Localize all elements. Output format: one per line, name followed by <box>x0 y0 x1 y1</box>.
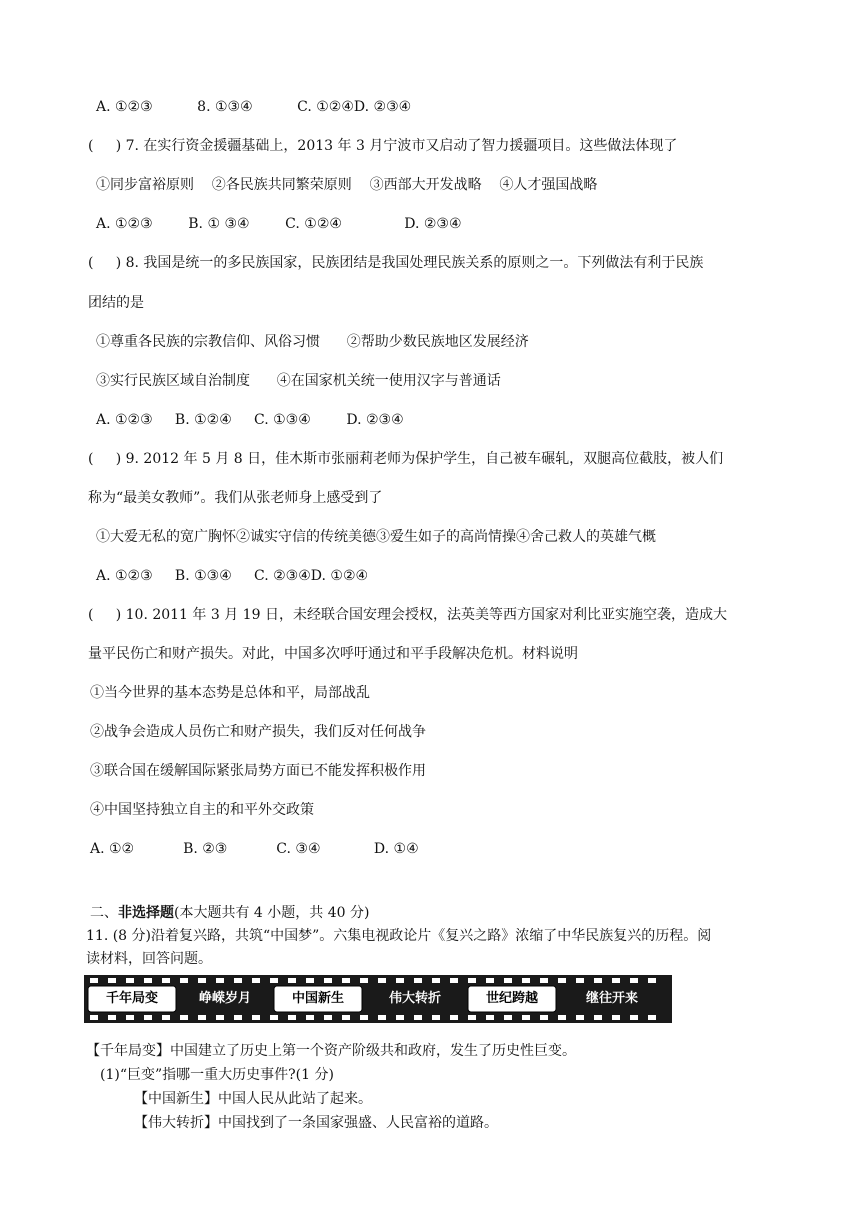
film-frame-label: 世纪跨越 <box>485 991 538 1006</box>
section-2-heading: 二、非选择题(本大题共有 4 小题，共 40 分) <box>90 905 370 921</box>
q9-statements: ①大爱无私的宽广胸怀②诚实守信的传统美德③爱生如子的高尚情操④舍己救人的英雄气概 <box>96 529 656 545</box>
options-q9: A. ①②③ B. ①③④ C. ②③④D. ①②④ <box>96 568 369 584</box>
question-7: ( ) 7. 在实行资金援疆基础上，2013 年 3 月宁波市又启动了智力援疆项目。这些做法体现了 <box>88 138 678 154</box>
q8-statements-2: ③实行民族区域自治制度 ④在国家机关统一使用汉字与普通话 <box>96 373 501 389</box>
question-8: ( ) 8. 我国是统一的多民族国家，民族团结是我国处理民族关系的原则之一。下列做法有利于民族 <box>88 255 704 271</box>
question-10-cont: 量平民伤亡和财产损失。对此，中国多次呼吁通过和平手段解决危机。材料说明 <box>88 646 578 662</box>
film-frame-label: 伟大转折 <box>388 991 441 1006</box>
question-10: ( ) 10. 2011 年 3 月 19 日，未经联合国安理会授权，法英美等西方国家对利比亚实施空袭，造成大 <box>88 607 727 623</box>
film-frame-label: 峥嵘岁月 <box>198 991 251 1006</box>
q7-statements: ①同步富裕原则 ②各民族共同繁荣原则 ③西部大开发战略 ④人才强国战略 <box>96 177 598 193</box>
material-qiannian: 【千年局变】中国建立了历史上第一个资产阶级共和政府，发生了历史性巨变。 <box>86 1043 576 1059</box>
material-zhongguo-xinsheng: 【中国新生】中国人民从此站了起来。 <box>134 1091 372 1107</box>
options-q10: A. ①② B. ②③ C. ③④ D. ①④ <box>90 841 419 857</box>
options-q8: A. ①②③ B. ①②④ C. ①③④ D. ②③④ <box>96 412 404 428</box>
question-9-cont: 称为“最美女教师”。我们从张老师身上感受到了 <box>88 490 383 506</box>
q10-statement-3: ③联合国在缓解国际紧张局势方面已不能发挥积极作用 <box>90 763 426 779</box>
options-q7: A. ①②③ B. ① ③④ C. ①②④ D. ②③④ <box>96 216 462 232</box>
options-q6: A. ①②③ 8. ①③④ C. ①②④D. ②③④ <box>96 99 412 115</box>
q8-statements-1: ①尊重各民族的宗教信仰、风俗习惯 ②帮助少数民族地区发展经济 <box>96 334 529 350</box>
q10-statement-2: ②战争会造成人员伤亡和财产损失，我们反对任何战争 <box>90 724 426 740</box>
film-frame-label: 千年局变 <box>105 991 158 1006</box>
film-strip-image <box>84 975 672 1023</box>
question-11: 11. (8 分)沿着复兴路，共筑“中国梦”。六集电视政论片《复兴之路》浓缩了中华民族复兴的历程。阅 <box>86 928 712 944</box>
q10-statement-4: ④中国坚持独立自主的和平外交政策 <box>90 802 314 818</box>
section-2-title: 非选择题 <box>118 905 174 921</box>
q10-statement-1: ①当今世界的基本态势是总体和平，局部战乱 <box>90 685 370 701</box>
film-frame-label: 继往开来 <box>585 991 638 1006</box>
question-9: ( ) 9. 2012 年 5 月 8 日，佳木斯市张丽莉老师为保护学生，自己被车碾轧，双腿高位截肢，被人们 <box>88 451 724 467</box>
question-8-cont: 团结的是 <box>88 295 144 311</box>
question-11-cont: 读材料，回答问题。 <box>86 951 212 967</box>
film-frame-label: 中国新生 <box>291 991 344 1006</box>
sub-question-1: (1)“巨变”指哪一重大历史事件?(1 分) <box>100 1067 334 1083</box>
material-weida-zhuanzhe: 【伟大转折】中国找到了一条国家强盛、人民富裕的道路。 <box>134 1115 498 1131</box>
